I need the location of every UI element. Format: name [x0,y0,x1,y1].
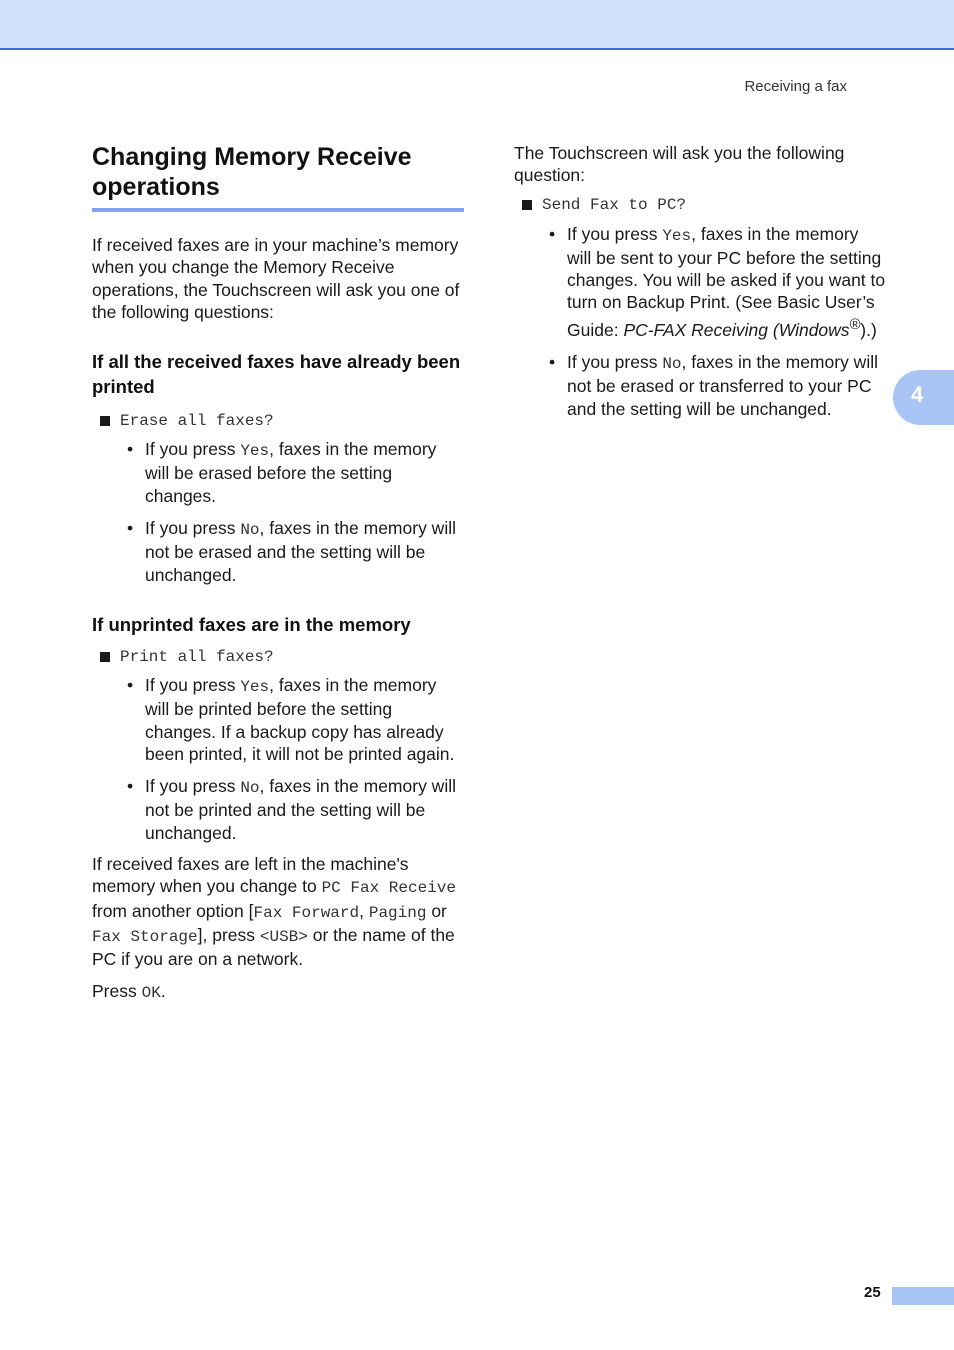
code-no: No [240,521,260,540]
code-yes: Yes [662,226,692,245]
question-text: Print all faxes? [120,647,274,666]
question-text: Erase all faxes? [120,412,274,431]
right-column [514,142,886,420]
code-no: No [240,779,260,798]
code-no: No [662,354,682,373]
bullet-dot-icon: • [127,776,134,797]
bullet-dot-icon: • [549,351,556,372]
question-print [100,648,464,666]
bullet-dot-icon: • [127,439,134,460]
square-bullet-icon [100,416,110,426]
bullet-list-print [127,674,464,844]
footer-bar [892,1287,954,1305]
bullet-text: If you press No, faxes in the memory will not be printed and the setting will be unchanged. [145,776,456,843]
code-yes: Yes [240,442,270,461]
question-text: Send Fax to PC? [542,195,687,214]
running-head: Receiving a fax [744,78,847,95]
square-bullet-icon [522,200,532,210]
page-title: Changing Memory Receive operations [92,142,464,212]
bullet-list-erase [127,438,464,586]
list-item [549,351,886,420]
code-pc-fax-receive: PC Fax Receive [321,879,456,898]
bullet-text: If you press No, faxes in the memory will not be erased or transferred to your PC and the setting will be unchanged. [567,351,878,419]
right-intro: The Touchscreen will ask you the following question: [514,143,845,186]
code-paging: Paging [368,903,427,922]
bullet-dot-icon: • [127,518,134,539]
left-column [92,142,464,1004]
bullet-text: If you press Yes, faxes in the memory will be sent to your PC before the setting changes. You will be asked if you want to turn on Backup Print. (See Basic User’s Guide: PC-FAX Receiving (Windows®).) [567,223,886,340]
square-bullet-icon [100,652,110,662]
question-erase [100,412,464,430]
code-ok: OK [141,983,161,1002]
chapter-number: 4 [911,382,924,407]
intro-paragraph: If received faxes are in your machine’s memory when you change the Memory Receive operations, the Touchscreen will ask you one of the following questions: [92,235,460,322]
bullet-text: If you press No, faxes in the memory will not be erased and the setting will be unchanged. [145,518,456,585]
bullet-text: If you press Yes, faxes in the memory will be printed before the setting changes. If a backup copy has already been printed, it will not be printed again. [145,674,455,764]
question-send-fax [522,196,886,214]
code-usb: <USB> [259,927,308,946]
registered-mark: ® [849,316,861,333]
closing-paragraph: If received faxes are left in the machine's memory when you change to PC Fax Receive from another option [Fax Forward, Paging or Fax Storage], press <USB> or the name of the PC if you are on a network. [92,854,456,970]
page-number: 25 [864,1284,881,1301]
list-item [549,223,886,341]
bullet-dot-icon: • [549,223,556,244]
press-ok-line: Press OK. [92,980,166,1002]
header-band [0,0,954,50]
list-item [127,775,464,844]
list-item [127,438,464,507]
code-fax-forward: Fax Forward [253,903,360,922]
list-item [127,674,464,765]
bullet-list-send [549,223,886,420]
bullet-text: If you press Yes, faxes in the memory will be erased before the setting changes. [145,439,437,506]
code-fax-storage: Fax Storage [92,927,198,946]
bullet-dot-icon: • [127,674,134,695]
list-item [127,517,464,586]
section-heading-printed: If all the received faxes have already been printed [92,351,461,398]
code-yes: Yes [240,677,270,696]
reference-title: PC-FAX Receiving (Windows [623,319,850,340]
section-heading-unprinted: If unprinted faxes are in the memory [92,613,411,635]
chapter-tab [893,370,954,425]
